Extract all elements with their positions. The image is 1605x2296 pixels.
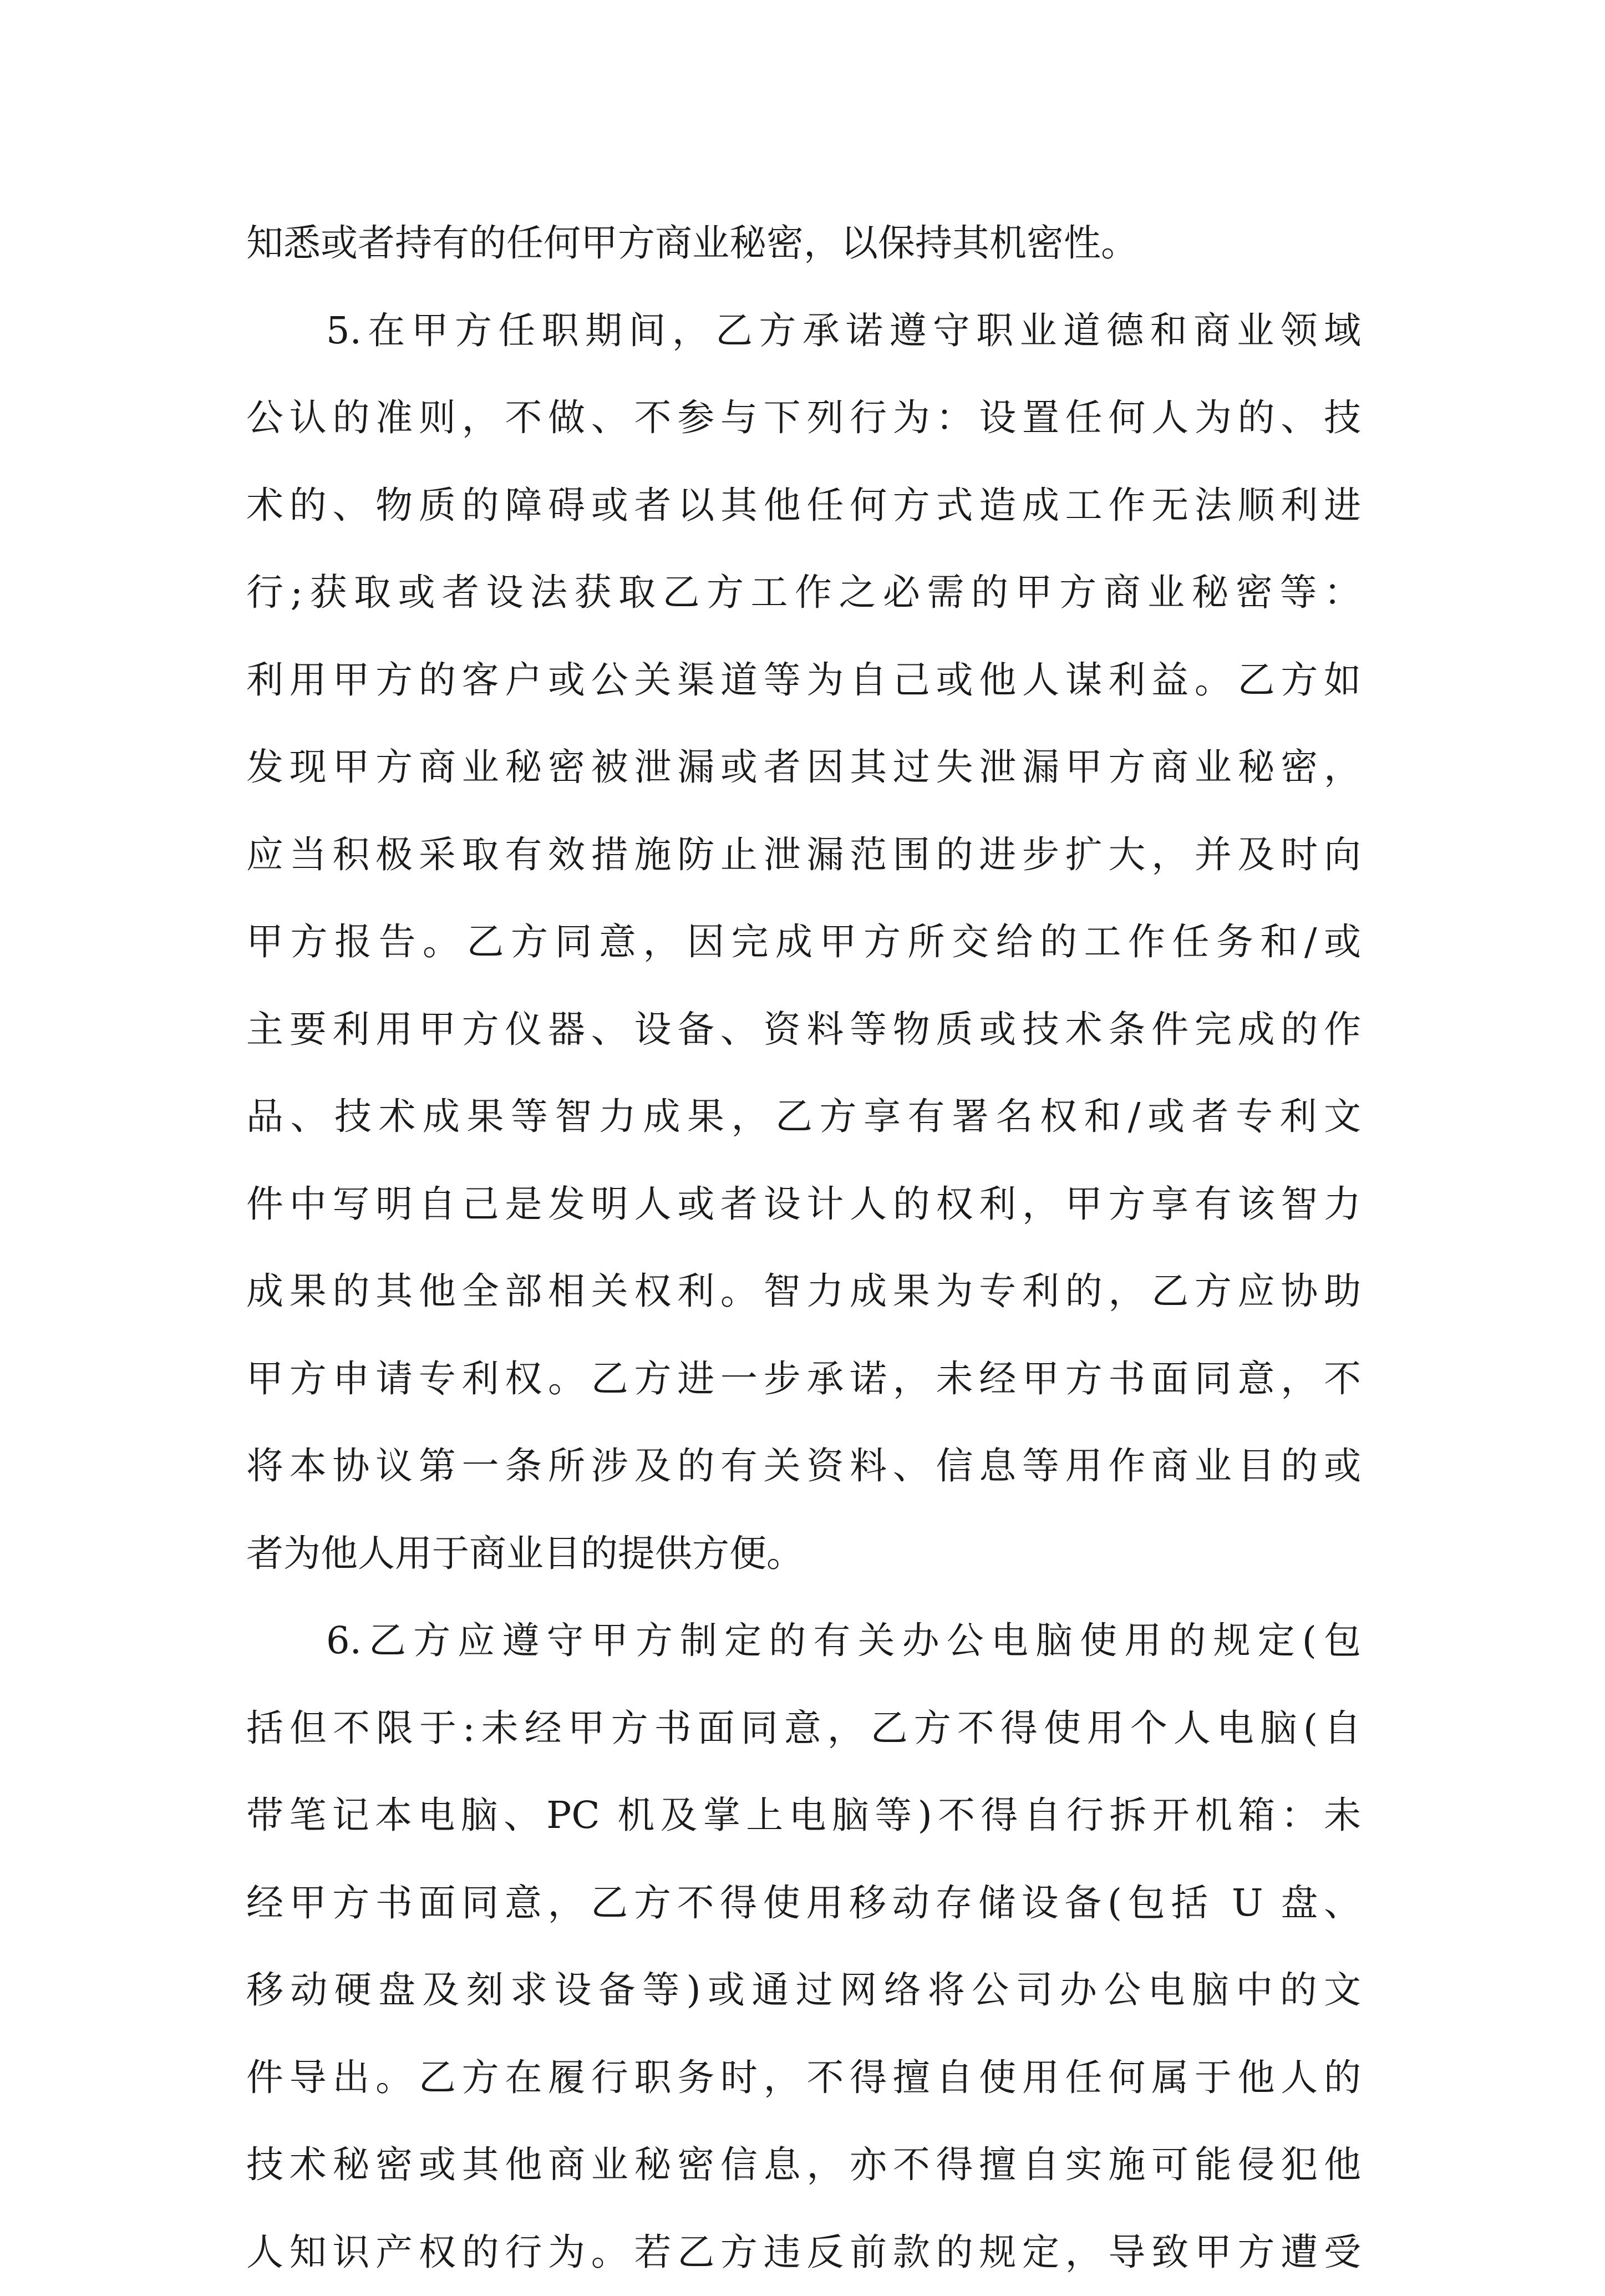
text-line: 将本协议第一条所涉及的有关资料、信息等用作商业目的或 [246,1423,1361,1510]
text-line: 甲方报告。乙方同意，因完成甲方所交给的工作任务和/或 [246,898,1361,986]
text-line: 主要利用甲方仪器、设备、资料等物质或技术条件完成的作 [246,986,1361,1074]
text-line: 行;获取或者设法获取乙方工作之必需的甲方商业秘密等： [246,549,1361,637]
text-line: 括但不限于:未经甲方书面同意，乙方不得使用个人电脑(自 [246,1685,1361,1772]
text-line: 术的、物质的障碍或者以其他任何方式造成工作无法顺利进 [246,462,1361,550]
text-line: 知悉或者持有的任何甲方商业秘密，以保持其机密性。 [246,200,1361,287]
text-line: 移动硬盘及刻求设备等)或通过网络将公司办公电脑中的文 [246,1947,1361,2034]
text-line: 人知识产权的行为。若乙方违反前款的规定，导致甲方遭受 [246,2209,1361,2296]
text-line: 成果的其他全部相关权利。智力成果为专利的，乙方应协助 [246,1248,1361,1335]
text-line: 技术秘密或其他商业秘密信息，亦不得擅自实施可能侵犯他 [246,2121,1361,2209]
text-line: 经甲方书面同意，乙方不得使用移动存储设备(包括 U 盘、 [246,1860,1361,1947]
text-line: 6.乙方应遵守甲方制定的有关办公电脑使用的规定(包 [246,1597,1361,1685]
text-line: 带笔记本电脑、PC 机及掌上电脑等)不得自行拆开机箱：未 [246,1772,1361,1860]
text-line: 应当积极采取有效措施防止泄漏范围的进步扩大，并及时向 [246,811,1361,899]
text-line: 公认的准则，不做、不参与下列行为：设置任何人为的、技 [246,374,1361,462]
text-line: 甲方申请专利权。乙方进一步承诺，未经甲方书面同意，不 [246,1335,1361,1423]
text-line: 件中写明自己是发明人或者设计人的权利，甲方享有该智力 [246,1161,1361,1248]
text-line: 品、技术成果等智力成果，乙方享有署名权和/或者专利文 [246,1073,1361,1161]
text-line: 件导出。乙方在履行职务时，不得擅自使用任何属于他人的 [246,2034,1361,2122]
text-line: 利用甲方的客户或公关渠道等为自己或他人谋利益。乙方如 [246,637,1361,724]
text-line: 发现甲方商业秘密被泄漏或者因其过失泄漏甲方商业秘密， [246,724,1361,811]
document-body [246,200,1361,2296]
text-line: 者为他人用于商业目的提供方便。 [246,1510,1361,1598]
text-line: 5.在甲方任职期间，乙方承诺遵守职业道德和商业领域 [246,287,1361,375]
